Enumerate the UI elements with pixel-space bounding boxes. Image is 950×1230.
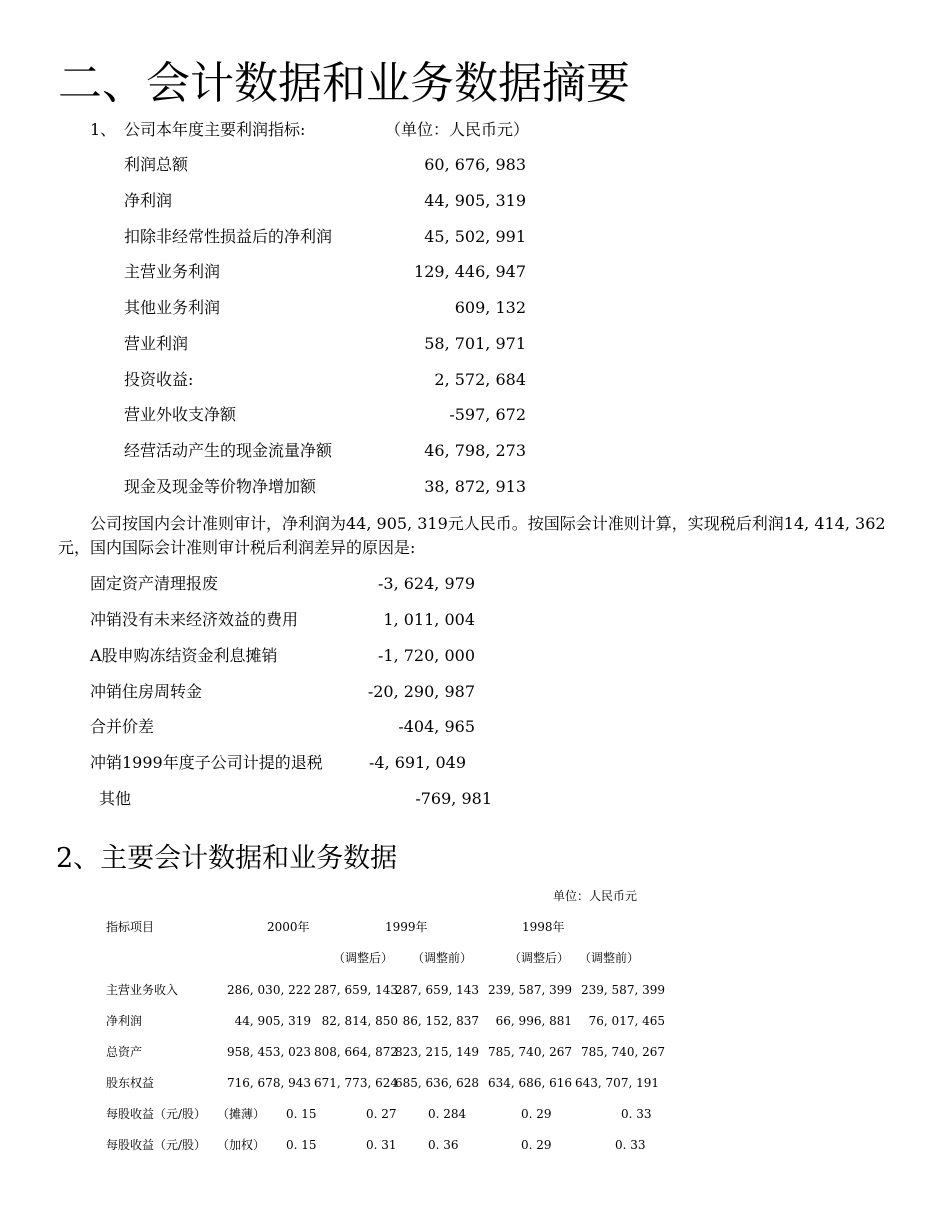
indicator-value: 60, 676, 983: [424, 155, 526, 174]
table-subheader-1999-before: （调整前）: [412, 951, 473, 965]
indicator-value: 44, 905, 319: [424, 191, 526, 210]
table-cell: 0. 33: [621, 1107, 652, 1121]
table-row-label: 每股收益（元/股）: [106, 1107, 207, 1121]
table-cell: 643, 707, 191: [575, 1076, 659, 1090]
table-row-sublabel: （加权）: [217, 1138, 266, 1152]
page-title: 二、会计数据和业务数据摘要: [58, 58, 630, 109]
table-cell: 716, 678, 943: [227, 1076, 311, 1090]
table-header-item: 指标项目: [106, 920, 155, 934]
table-cell: 0. 29: [521, 1107, 552, 1121]
table-header-1998: 1998年: [522, 920, 565, 934]
table-cell: 823, 215, 149: [395, 1045, 479, 1059]
explanation-paragraph: 公司按国内会计准则审计，净利润为44, 905, 319元人民币。按国际会计准则计算，实现税后利润14, 414, 362元，国内国际会计准则审计税后利润差异的原因是:: [58, 514, 886, 557]
indicator-label: 主营业务利润: [124, 262, 221, 281]
table-subheader-1999-after: （调整后）: [333, 951, 394, 965]
table-cell: 0. 36: [428, 1138, 459, 1152]
difference-value: 1, 011, 004: [383, 610, 475, 629]
indicator-value: 58, 701, 971: [424, 334, 526, 353]
indicator-label: 扣除非经常性损益后的净利润: [124, 227, 333, 246]
indicator-label: 营业外收支净额: [124, 405, 237, 424]
indicator-value: 2, 572, 684: [434, 370, 526, 389]
difference-value: -20, 290, 987: [367, 682, 475, 701]
table-row-label: 总资产: [106, 1045, 143, 1059]
table-cell: 44, 905, 319: [234, 1014, 311, 1028]
table-cell: 0. 27: [366, 1107, 397, 1121]
table-cell: 0. 29: [521, 1138, 552, 1152]
table-cell: 76, 017, 465: [588, 1014, 665, 1028]
table-cell: 0. 284: [428, 1107, 467, 1121]
table-subheader-1998-before: （调整前）: [579, 951, 640, 965]
table-header-1999: 1999年: [385, 920, 428, 934]
table-cell: 86, 152, 837: [402, 1014, 479, 1028]
indicator-label: 投资收益:: [124, 370, 194, 389]
indicator-label: 净利润: [124, 191, 173, 210]
indicator-value: 46, 798, 273: [424, 441, 526, 460]
table-subheader-1998-after: （调整后）: [509, 951, 570, 965]
table-row-sublabel: （摊薄）: [217, 1107, 266, 1121]
difference-value: -769, 981: [415, 789, 492, 808]
difference-label: 固定资产清理报废: [90, 574, 219, 593]
table-cell: 239, 587, 399: [488, 983, 572, 997]
difference-label: 其他: [99, 789, 132, 808]
table-cell: 82, 814, 850: [321, 1014, 398, 1028]
table-cell: 66, 996, 881: [495, 1014, 572, 1028]
table-cell: 0. 15: [286, 1138, 317, 1152]
difference-label: 合并价差: [90, 717, 155, 736]
table-cell: 808, 664, 872: [314, 1045, 398, 1059]
table-row-label: 股东权益: [106, 1076, 155, 1090]
indicator-label: 利润总额: [124, 155, 189, 174]
table-cell: 287, 659, 143: [314, 983, 398, 997]
table-row-label: 每股收益（元/股）: [106, 1138, 207, 1152]
table-header-2000: 2000年: [267, 920, 310, 934]
table-unit-label: 单位：人民币元: [553, 889, 638, 903]
difference-value: -4, 691, 049: [368, 753, 466, 772]
difference-label: A股申购冻结资金利息摊销: [90, 646, 278, 665]
table-cell: 685, 636, 628: [395, 1076, 479, 1090]
indicator-value: 38, 872, 913: [424, 477, 526, 496]
table-cell: 785, 740, 267: [581, 1045, 665, 1059]
unit-label: （单位：人民币元）: [385, 120, 530, 139]
table-row-label: 净利润: [106, 1014, 143, 1028]
indicator-value: 45, 502, 991: [424, 227, 526, 246]
indicator-label: 经营活动产生的现金流量净额: [124, 441, 333, 460]
item-title: 公司本年度主要利润指标:: [124, 120, 306, 139]
table-row-label: 主营业务收入: [106, 983, 179, 997]
difference-label: 冲销住房周转金: [90, 682, 203, 701]
table-cell: 0. 33: [615, 1138, 646, 1152]
indicator-label: 其他业务利润: [124, 298, 221, 317]
difference-value: -404, 965: [398, 717, 475, 736]
section-heading: 2、主要会计数据和业务数据: [56, 843, 398, 874]
difference-label: 冲销没有未来经济效益的费用: [90, 610, 299, 629]
table-cell: 239, 587, 399: [581, 983, 665, 997]
table-cell: 286, 030, 222: [227, 983, 311, 997]
indicator-label: 现金及现金等价物净增加额: [124, 477, 317, 496]
table-cell: 634, 686, 616: [488, 1076, 572, 1090]
indicator-value: 609, 132: [454, 298, 526, 317]
table-cell: 785, 740, 267: [488, 1045, 572, 1059]
table-cell: 671, 773, 624: [314, 1076, 398, 1090]
difference-label: 冲销1999年度子公司计提的退税: [90, 753, 323, 772]
table-cell: 0. 31: [366, 1138, 397, 1152]
indicator-label: 营业利润: [124, 334, 189, 353]
table-cell: 287, 659, 143: [395, 983, 479, 997]
table-cell: 958, 453, 023: [227, 1045, 311, 1059]
indicator-value: -597, 672: [449, 405, 526, 424]
item-number: 1、: [90, 120, 117, 139]
table-cell: 0. 15: [286, 1107, 317, 1121]
difference-value: -1, 720, 000: [377, 646, 475, 665]
difference-value: -3, 624, 979: [377, 574, 475, 593]
indicator-value: 129, 446, 947: [414, 262, 526, 281]
